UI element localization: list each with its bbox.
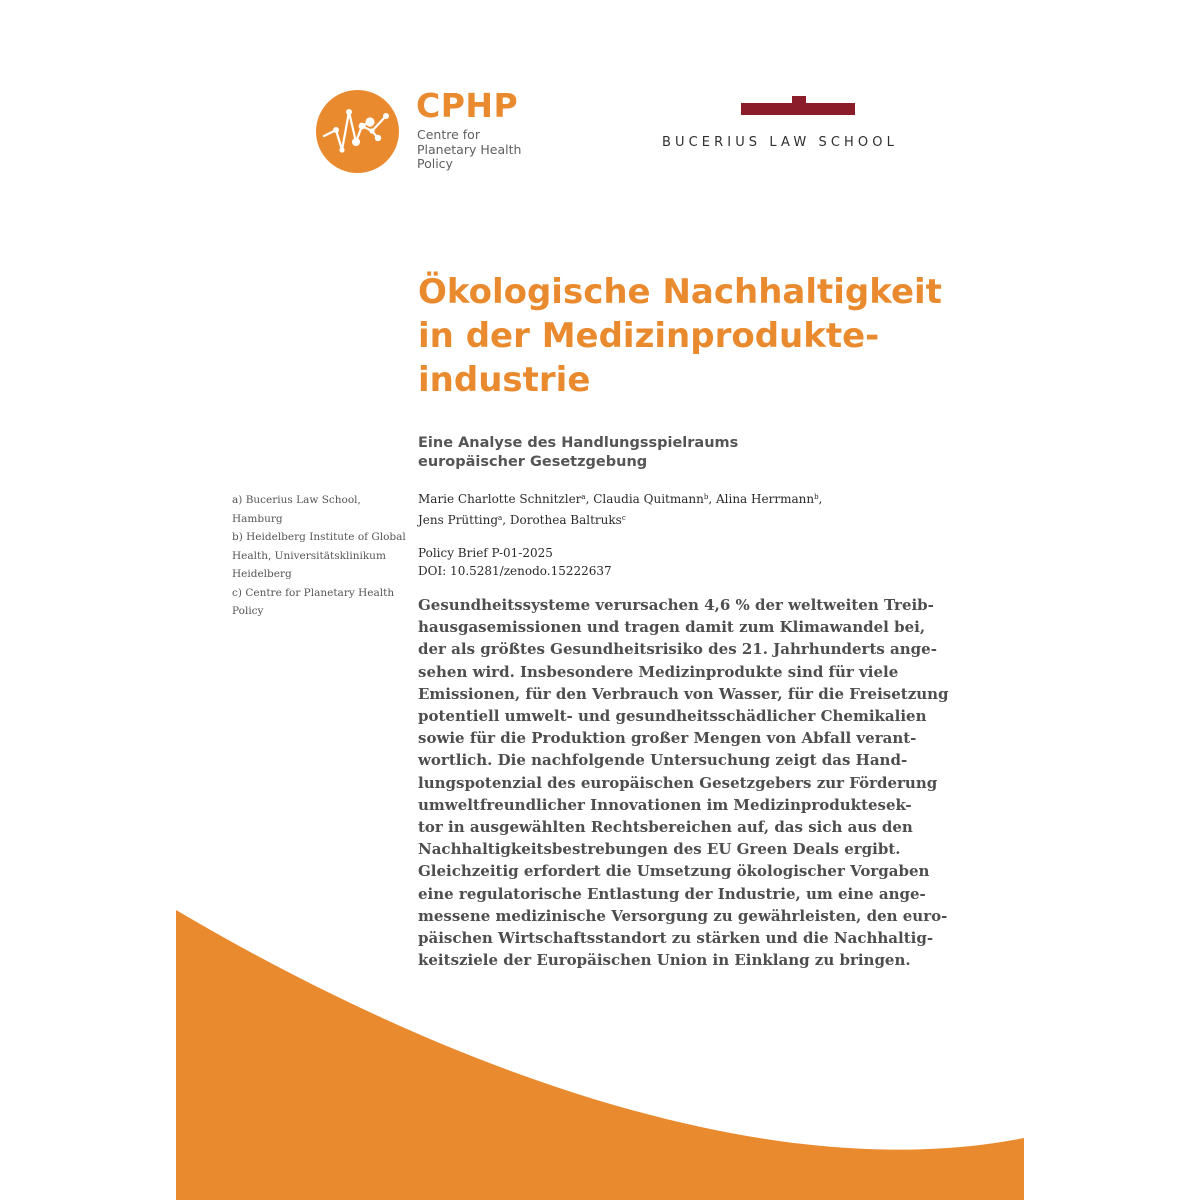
author-line [418, 510, 898, 531]
author-separator: , [502, 513, 510, 527]
author-name: Jens Prütting [418, 513, 499, 527]
cphp-name-line: Policy [417, 156, 453, 171]
bucerius-logo-wordmark: BUCERIUS LAW SCHOOL [662, 135, 898, 150]
abstract-line: Emissionen, für den Verbrauch von Wasser, für die Freisetzung [418, 684, 949, 703]
cphp-full-name [417, 128, 521, 172]
author-affiliation-mark: b [703, 493, 709, 501]
abstract-paragraph [418, 594, 956, 971]
abstract-line: umweltfreundlicher Innovationen im Medizinproduktesek- [418, 795, 912, 814]
doi-reference[interactable]: DOI: 10.5281/zenodo.15222637 [418, 564, 612, 578]
abstract-line: keitsziele der Europäischen Union in Einklang zu bringen. [418, 951, 911, 970]
affiliation-item: c) Centre for Planetary Health Policy [232, 586, 395, 617]
abstract-line: sehen wird. Insbesondere Medizinprodukte sind für viele [418, 662, 899, 681]
document-title: Ökologische Nachhaltigkeit in der Medizinprodukte- industrie [418, 272, 942, 400]
abstract-line: messene medizinische Versorgung zu gewährleisten, den euro- [418, 906, 948, 925]
abstract-line: Nachhaltigkeitsbestrebungen des EU Green Deals ergibt. [418, 840, 901, 859]
author-line [418, 489, 898, 510]
abstract-line: päischen Wirtschaftsstandort zu stärken und die Nachhaltig- [418, 929, 934, 948]
cphp-name-line: Centre for [417, 127, 480, 142]
abstract-line: lungspotenzial des europäischen Gesetzgebers zur Förderung [418, 773, 938, 792]
author-affiliation-mark: a [498, 514, 503, 522]
cphp-name-line: Planetary Health [417, 141, 522, 157]
bucerius-logo-bar-center [792, 96, 806, 115]
author-affiliation-mark: b [814, 493, 819, 501]
affiliation-item: b) Heidelberg Institute of Global Health, Universitätsklinikum Heidelberg [232, 531, 406, 580]
author-affiliation-mark: a [581, 493, 586, 501]
author-affiliation-mark: c [621, 514, 626, 522]
cphp-abbreviation: CPHP [416, 86, 519, 125]
author-name: Claudia Quitmann [593, 492, 704, 506]
abstract-line: hausgasemissionen und tragen damit zum Klimawandel bei, [418, 618, 926, 637]
author-name: Marie Charlotte Schnitzler [418, 492, 582, 506]
abstract-line: tor in ausgewählten Rechtsbereichen auf, das sich aus den [418, 818, 913, 837]
cphp-network-icon [316, 90, 399, 173]
publication-meta [418, 544, 818, 580]
author-name: Alina Herrmann [715, 492, 815, 506]
abstract-line: eine regulatorische Entlastung der Industrie, um eine ange- [418, 884, 926, 903]
affiliation-item: a) Bucerius Law School, Hamburg [232, 494, 361, 525]
abstract-line: Gleichzeitig erfordert die Umsetzung ökologischer Vorgaben [418, 862, 930, 881]
author-separator: , [818, 492, 823, 506]
abstract-line: potentiell umwelt- und gesundheitsschädlicher Chemikalien [418, 707, 927, 726]
bucerius-logo-bar-right [806, 103, 855, 115]
abstract-line: Gesundheitssysteme verursachen 4,6 % der weltweiten Treib- [418, 596, 934, 614]
affiliations-list [232, 491, 407, 621]
cphp-logo [316, 86, 536, 180]
author-separator: , [708, 492, 716, 506]
bucerius-law-school-logo [660, 96, 950, 156]
bucerius-logo-bar-left [741, 103, 792, 115]
document-subtitle: Eine Analyse des Handlungsspielraums europäischer Gesetzgebung [418, 435, 739, 470]
author-list [418, 489, 898, 531]
abstract-line: der als größtes Gesundheitsrisiko des 21. Jahrhunderts ange- [418, 640, 937, 659]
author-name: Dorothea Baltruks [509, 513, 622, 527]
abstract-line: sowie für die Produktion großer Mengen von Abfall verant- [418, 729, 917, 748]
policy-brief-number: Policy Brief P-01-2025 [418, 546, 553, 560]
author-separator: , [585, 492, 594, 506]
abstract-line: wortlich. Die nachfolgende Untersuchung zeigt das Hand- [418, 751, 908, 770]
